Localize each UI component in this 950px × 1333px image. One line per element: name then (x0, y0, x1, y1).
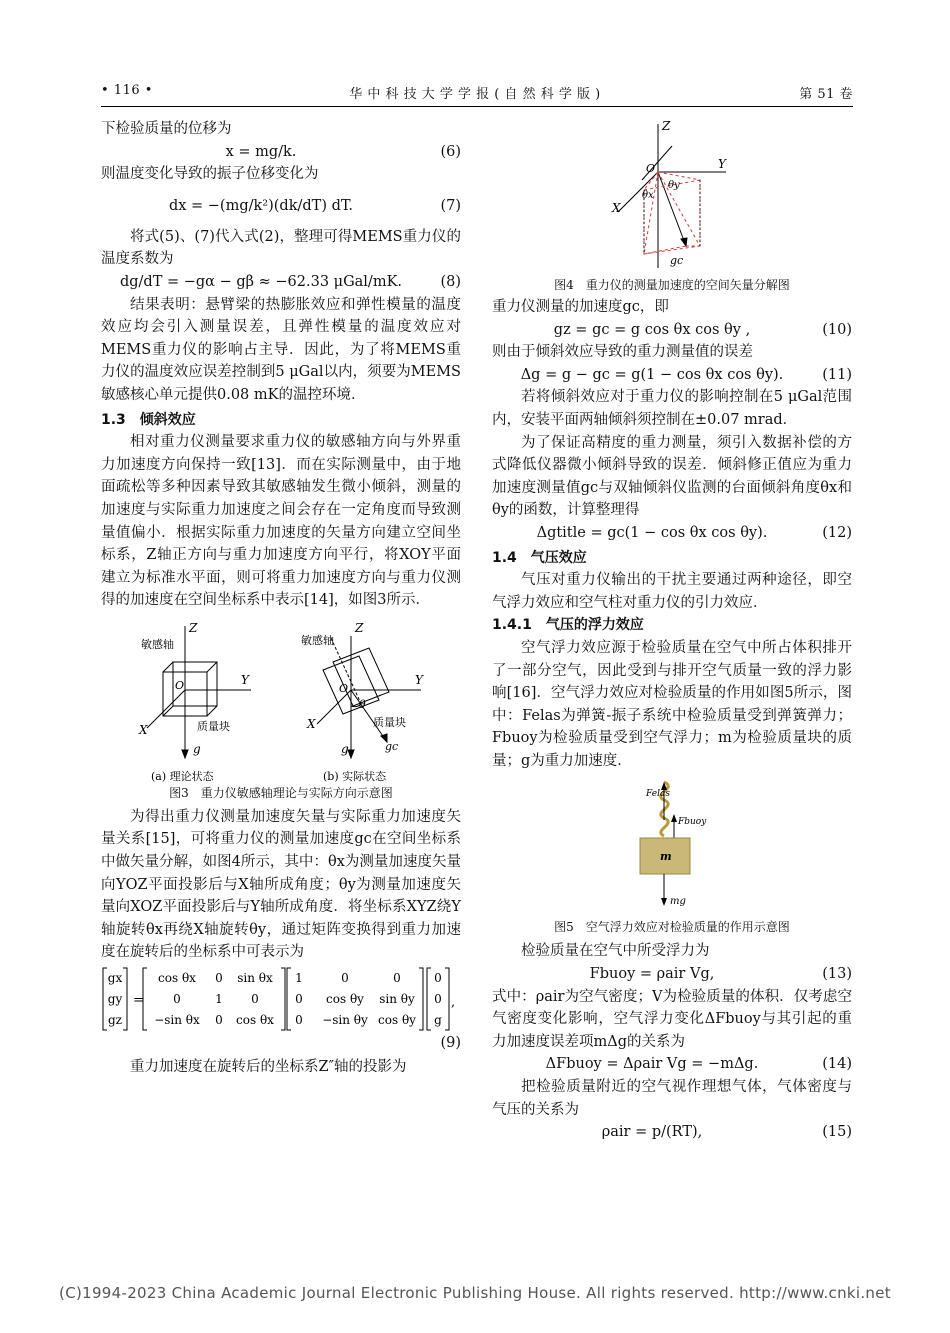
paragraph: 若将倾斜效应对于重力仪的影响控制在5 μGal范围内，安装平面两轴倾斜须控制在±0.07 mrad． (492, 389, 852, 428)
svg-text:−sin θx: −sin θx (154, 1013, 200, 1028)
svg-text:cos θy: cos θy (378, 1013, 416, 1028)
copyright-footer: (C)1994-2023 China Academic Journal Electronic Publishing House. All rights reserved. http://www.cnki.net (59, 1284, 891, 1302)
paragraph: 下检验质量的位移为 (101, 121, 232, 137)
journal-title: 华 中 科 技 大 学 学 报 ( 自 然 科 学 版 ) (349, 87, 601, 102)
svg-text:0: 0 (393, 971, 401, 986)
figure-4-drawing (492, 118, 852, 278)
paragraph: 重力仪测量的加速度gc，即 (492, 299, 669, 315)
paragraph: 结果表明：悬臂梁的热膨胀效应和弹性模量的温度效应均会引入测量误差，且弹性模量的温度效应对MEMS重力仪的影响占主导．因此，为了将MEMS重力仪的温度效应误差控制到5 μGal以内，须要为MEMS敏感核心单元提供0.08 mK的温控环境． (101, 296, 461, 403)
section-heading-1-4-1: 1.4.1 气压的浮力效应 (492, 617, 644, 634)
fig3b-gc-label: gc (385, 739, 399, 753)
paragraph: 重力加速度在旋转后的坐标系Z″轴的投影为 (130, 1059, 407, 1076)
fig5-fbuoy-label: Fbuoy (678, 817, 707, 828)
fig3b-o-label: O (339, 681, 349, 695)
svg-text:0: 0 (251, 992, 259, 1007)
paragraph: 空气浮力效应源于检验质量在空气中所占体积排开了一部分空气，因此受到与排开空气质量一致的浮力影响[16]．空气浮力效应对检验质量的作用如图5所示，图中：Felas为弹簧-振子系统中检验质量受到弹簧弹力；Fbuoy为检验质量受到空气浮力；m为检验质量块的质量；g为重力加速度． (492, 639, 852, 769)
fig3b-mass-label: 质量块 (373, 715, 406, 729)
fig4-z-label: Z (662, 119, 671, 133)
fig3b-subcaption: (b) 实际状态 (323, 769, 387, 783)
page-number: • 116 • (101, 83, 153, 98)
equation-13: Fbuoy = ρair Vg, (13) (589, 966, 852, 983)
svg-text:0: 0 (295, 1013, 303, 1028)
fig3a-mass-label: 质量块 (197, 719, 230, 733)
fig4-gc-label: gc (670, 254, 684, 267)
svg-text:−sin θy: −sin θy (322, 1013, 368, 1028)
equation-9 (101, 966, 461, 1056)
fig5-mass-label: m (660, 850, 672, 864)
eq9-lhs: gx (107, 971, 123, 986)
svg-text:,: , (451, 995, 456, 1011)
figure-5 (492, 780, 852, 936)
svg-text:0: 0 (341, 971, 349, 986)
paragraph: 将式(5)、(7)代入式(2)，整理可得MEMS重力仪的温度系数为 (101, 228, 461, 268)
paragraph: 为得出重力仪测量加速度矢量与实际重力加速度矢量关系[15]，可将重力仪的测量加速度gc在空间坐标系中做矢量分解，如图4所示，其中：θx为测量加速度矢量向YOZ平面投影后与X轴所成角度；θy为测量加速度矢量向XOZ平面投影后与Y轴所成角度．将坐标系XYZ绕Y轴旋转θx再绕X轴旋转θy，通过矩阵变换得到重力加速度在旋转后的坐标系中可表示为 (101, 808, 461, 961)
svg-text:=: = (133, 993, 144, 1009)
equation-9-number: (9) (440, 1035, 461, 1052)
svg-text:cos θy: cos θy (326, 992, 364, 1007)
equation-12: Δgtitle = gc(1 − cos θx cos θy). (12) (536, 524, 852, 541)
fig3a-y-label: Y (241, 672, 249, 687)
fig3a-g-label: g (193, 741, 201, 756)
fig4-thy-label: θy (668, 180, 680, 191)
fig4-o-label: O (646, 162, 656, 175)
svg-text:0: 0 (173, 992, 181, 1007)
fig3a-axis-label: 敏感轴 (141, 637, 174, 651)
header-rule (101, 106, 853, 107)
paragraph: 气压对重力仪输出的干扰主要通过两种途径，即空气浮力效应和空气柱对重力仪的引力效应． (492, 572, 852, 611)
svg-text:0: 0 (215, 1013, 223, 1028)
svg-text:1: 1 (295, 971, 303, 986)
fig3a-z-label: Z (189, 620, 198, 635)
left-column (101, 118, 461, 1079)
fig3a-x-label: X (139, 722, 148, 737)
equation-8: dg/dT = −gα − gβ ≈ −62.33 μGal/mK. (8) (119, 273, 461, 290)
fig4-y-label: Y (718, 157, 726, 171)
svg-text:0: 0 (295, 992, 303, 1007)
svg-text:0: 0 (434, 971, 442, 986)
fig3a-o-label: O (175, 678, 185, 692)
equation-14: ΔFbuoy = Δρair Vg = −mΔg. (14) (545, 1056, 852, 1073)
paragraph: 为了保证高精度的重力测量，须引入数据补偿的方式降低仪器微小倾斜导致的误差．倾斜修正值应为重力加速度测量值gc与双轴倾斜仪监测的台面倾斜角度θx和θy的函数，计算整理得 (492, 434, 852, 519)
equation-15: ρair = p/(RT), (15) (601, 1124, 852, 1141)
eq9-lhs: gz (107, 1013, 123, 1028)
figure-5-drawing (492, 780, 852, 914)
right-column (492, 118, 852, 1144)
equation-6: x = mg/k. (6) (225, 143, 461, 160)
fig3b-y-label: Y (415, 672, 423, 687)
fig3b-axis-label: 敏感轴 (301, 633, 334, 647)
figure-3-caption: 图3 重力仪敏感轴理论与实际方向示意图 (169, 785, 393, 800)
paragraph: 则由于倾斜效应导致的重力测量值的误差 (492, 344, 753, 361)
paragraph: 则温度变化导致的振子位移变化为 (101, 166, 319, 183)
paragraph: 式中：ρair为空气密度；V为检验质量的体积．仅考虑空气密度变化影响，空气浮力变化ΔFbuoy与其引起的重力加速度误差项mΔg的关系为 (492, 988, 852, 1050)
fig3b-theta-label: θ (359, 697, 366, 711)
paragraph: 把检验质量附近的空气视作理想气体，气体密度与气压的关系为 (492, 1079, 852, 1118)
svg-text:g: g (434, 1013, 442, 1028)
fig3b-g-label: g (341, 741, 349, 756)
fig5-mg-label: mg (670, 896, 686, 908)
fig4-x-label: X (612, 201, 621, 215)
section-heading-1-3: 1.3 倾斜效应 (101, 411, 196, 428)
svg-text:cos θx: cos θx (236, 1013, 274, 1028)
eq9-lhs: gy (107, 992, 123, 1007)
svg-text:0: 0 (215, 971, 223, 986)
figure-5-caption: 图5 空气浮力效应对检验质量的作用示意图 (554, 920, 790, 935)
fig3b-z-label: Z (355, 620, 364, 635)
volume-label: 第 51 卷 (799, 87, 853, 102)
svg-text:1: 1 (215, 992, 223, 1007)
fig3a-subcaption: (a) 理论状态 (151, 769, 214, 783)
fig5-felas-label: Felas (646, 789, 670, 800)
fig3b-x-label: X (307, 716, 316, 731)
equation-7: dx = −(mg/k²)(dk/dT) dT. (7) (168, 197, 461, 214)
svg-text:sin θx: sin θx (237, 971, 273, 986)
figure-3-drawing (101, 618, 461, 800)
svg-text:0: 0 (434, 992, 442, 1007)
fig4-thx-label: θx (642, 190, 654, 201)
figure-4 (492, 118, 852, 296)
paragraph: 检验质量在空气中所受浮力为 (521, 943, 710, 960)
paragraph: 相对重力仪测量要求重力仪的敏感轴方向与外界重力加速度方向保持一致[13]．而在实际测量中，由于地面疏松等多种因素导致其敏感轴发生微小倾斜，测量的加速度与实际重力加速度之间会存在一定角度而导致测量值偏小．根据实际重力加速度的矢量方向建立空间坐标系，Z轴正方向与重力加速度方向平行，将XOY平面建立为标准水平面，则可将重力加速度方向与重力仪测得的加速度在空间坐标系中表示[14]，如图3所示． (101, 434, 461, 609)
equation-11: Δg = g − gc = g(1 − cos θx cos θy). (11) (520, 366, 852, 383)
figure-4-caption: 图4 重力仪的测量加速度的空间矢量分解图 (554, 278, 790, 292)
section-heading-1-4: 1.4 气压效应 (492, 549, 587, 566)
svg-text:sin θy: sin θy (379, 992, 415, 1007)
equation-10: gz = gc = g cos θx cos θy , (10) (553, 321, 852, 338)
svg-text:cos θx: cos θx (158, 971, 196, 986)
figure-3 (101, 618, 461, 800)
